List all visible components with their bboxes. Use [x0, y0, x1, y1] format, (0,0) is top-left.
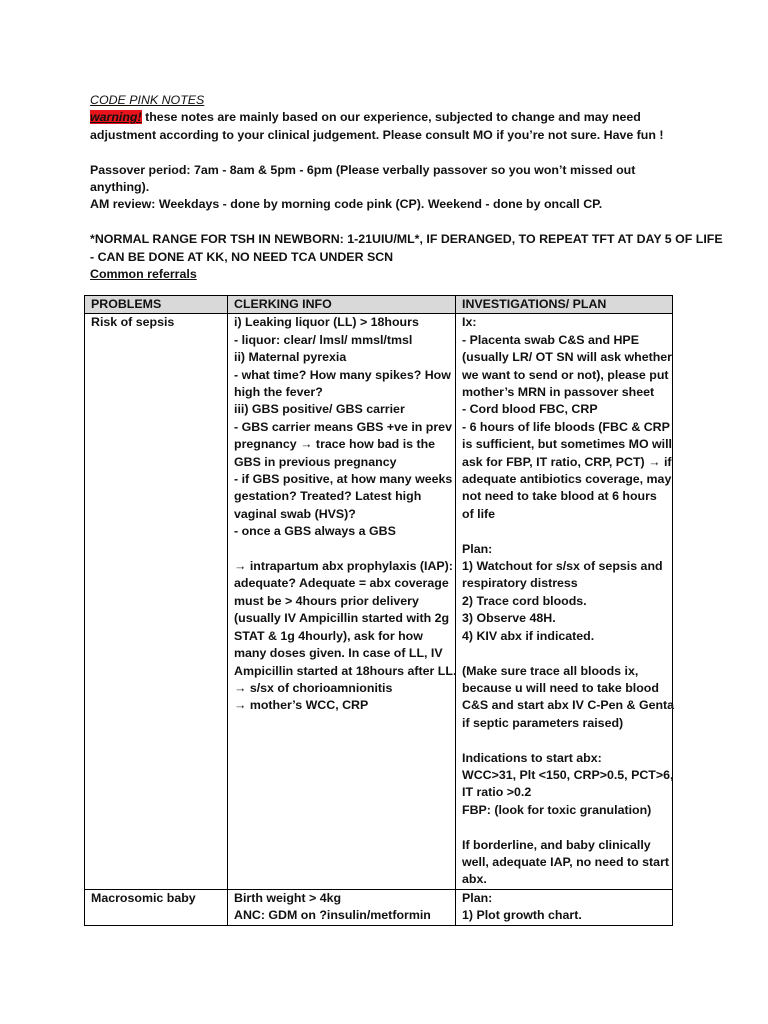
plan-line: abx. [462, 872, 487, 887]
clerking-line: → s/sx of chorioamnionitis [234, 680, 393, 695]
referrals-table [84, 295, 673, 926]
tsh-note-line-1: *NORMAL RANGE FOR TSH IN NEWBORN: 1-21UIU/ML*, IF DERANGED, TO REPEAT TFT AT DAY 5 OF LIFE [90, 232, 723, 247]
plan-line: respiratory distress [462, 576, 578, 591]
plan-line: 3) Observe 48H. [462, 611, 556, 626]
plan-line: we want to send or not), please put [462, 367, 669, 382]
plan-line: not need to take blood at 6 hours [462, 489, 657, 504]
problem-label: Macrosomic baby [91, 890, 196, 905]
page-title: CODE PINK NOTES [90, 93, 205, 107]
am-review-line: AM review: Weekdays - done by morning code pink (CP). Weekend - done by oncall CP. [90, 197, 603, 212]
plan-cell [456, 314, 673, 889]
clerking-line: (usually IV Ampicillin started with 2g [234, 611, 450, 626]
table-header-row [85, 296, 673, 314]
clerking-line: - if GBS positive, at how many weeks [234, 472, 453, 487]
clerking-cell [228, 889, 456, 925]
plan-line: 4) KIV abx if indicated. [462, 628, 595, 643]
clerking-line: ANC: GDM on ?insulin/metformin [234, 908, 431, 923]
problem-cell [85, 889, 228, 925]
blank-line [462, 645, 668, 662]
warning-line-1: these notes are mainly based on our experience, subjected to change and may need [141, 110, 641, 125]
warning-label: warning! [90, 110, 142, 125]
plan-line: is sufficient, but sometimes MO will [462, 437, 672, 452]
clerking-cell [228, 314, 456, 889]
plan-line: - Placenta swab C&S and HPE [462, 332, 639, 347]
passover-line: Passover period: 7am - 8am & 5pm - 6pm (Please verbally passover so you won’t missed out anything). [90, 162, 636, 195]
plan-line: WCC>31, Plt <150, CRP>0.5, PCT>6, [462, 767, 674, 782]
clerking-line: must be > 4hours prior delivery [234, 593, 419, 608]
plan-line: adequate antibiotics coverage, may [462, 472, 672, 487]
clerking-line: many doses given. In case of LL, IV [234, 646, 443, 661]
plan-line: Ix: [462, 315, 477, 330]
clerking-line: → intrapartum abx prophylaxis (IAP): [234, 559, 453, 574]
plan-line: - 6 hours of life bloods (FBC & CRP [462, 419, 670, 434]
clerking-line: - what time? How many spikes? How [234, 367, 451, 382]
plan-line: 1) Watchout for s/sx of sepsis and [462, 559, 663, 574]
plan-line: - Cord blood FBC, CRP [462, 402, 598, 417]
clerking-line: iii) GBS positive/ GBS carrier [234, 402, 405, 417]
tsh-note-line-2: - CAN BE DONE AT KK, NO NEED TCA UNDER SCN [90, 249, 394, 264]
plan-line: IT ratio >0.2 [462, 785, 532, 800]
blank-line [234, 541, 451, 558]
clerking-line: adequate? Adequate = abx coverage [234, 576, 449, 591]
plan-line: ask for FBP, IT ratio, CRP, PCT) → if [462, 454, 672, 469]
clerking-line: gestation? Treated? Latest high [234, 489, 422, 504]
clerking-line: vaginal swab (HVS)? [234, 506, 356, 521]
blank-line [462, 732, 668, 749]
plan-line: Indications to start abx: [462, 750, 602, 765]
clerking-line: STAT & 1g 4hourly), ask for how [234, 628, 423, 643]
section-heading: Common referrals [90, 267, 197, 282]
plan-line: (usually LR/ OT SN will ask whether [462, 350, 672, 365]
problem-cell [85, 314, 228, 889]
plan-line: 2) Trace cord bloods. [462, 593, 587, 608]
plan-line: 1) Plot growth chart. [462, 908, 582, 923]
problem-label: Risk of sepsis [91, 315, 175, 330]
table-row [85, 889, 673, 925]
clerking-line: → mother’s WCC, CRP [234, 698, 369, 713]
header-problems: PROBLEMS [85, 296, 228, 314]
clerking-line: - liquor: clear/ lmsl/ mmsl/tmsl [234, 332, 413, 347]
clerking-line: i) Leaking liquor (LL) > 18hours [234, 315, 419, 330]
plan-line: of life [462, 506, 496, 521]
clerking-line: Ampicillin started at 18hours after LL. [234, 663, 457, 678]
plan-line: Plan: [462, 890, 493, 905]
clerking-line: GBS in previous pregnancy [234, 454, 397, 469]
header-clerking-info: CLERKING INFO [228, 296, 456, 314]
clerking-line: pregnancy → trace how bad is the [234, 437, 436, 452]
blank-line [462, 523, 668, 540]
plan-cell [456, 889, 673, 925]
header-investigations-plan: INVESTIGATIONS/ PLAN [456, 296, 673, 314]
clerking-line: - once a GBS always a GBS [234, 524, 396, 539]
document-body [90, 92, 723, 283]
warning-line-2: adjustment according to your clinical judgement. Please consult MO if you’re not sure. Have fun ! [90, 127, 664, 142]
plan-line: mother’s MRN in passover sheet [462, 385, 655, 400]
plan-line: because u will need to take blood [462, 680, 659, 695]
plan-line: If borderline, and baby clinically [462, 837, 651, 852]
plan-line: well, adequate IAP, no need to start [462, 854, 670, 869]
plan-line: C&S and start abx IV C-Pen & Genta [462, 698, 675, 713]
clerking-line: - GBS carrier means GBS +ve in prev [234, 419, 452, 434]
plan-line: Plan: [462, 541, 493, 556]
plan-line: if septic parameters raised) [462, 715, 624, 730]
plan-line: FBP: (look for toxic granulation) [462, 802, 652, 817]
blank-line [462, 819, 668, 836]
plan-line: (Make sure trace all bloods ix, [462, 663, 639, 678]
warning-paragraph [90, 109, 680, 126]
clerking-line: ii) Maternal pyrexia [234, 350, 347, 365]
table-row [85, 314, 673, 889]
clerking-line: high the fever? [234, 385, 323, 400]
clerking-line: Birth weight > 4kg [234, 890, 342, 905]
